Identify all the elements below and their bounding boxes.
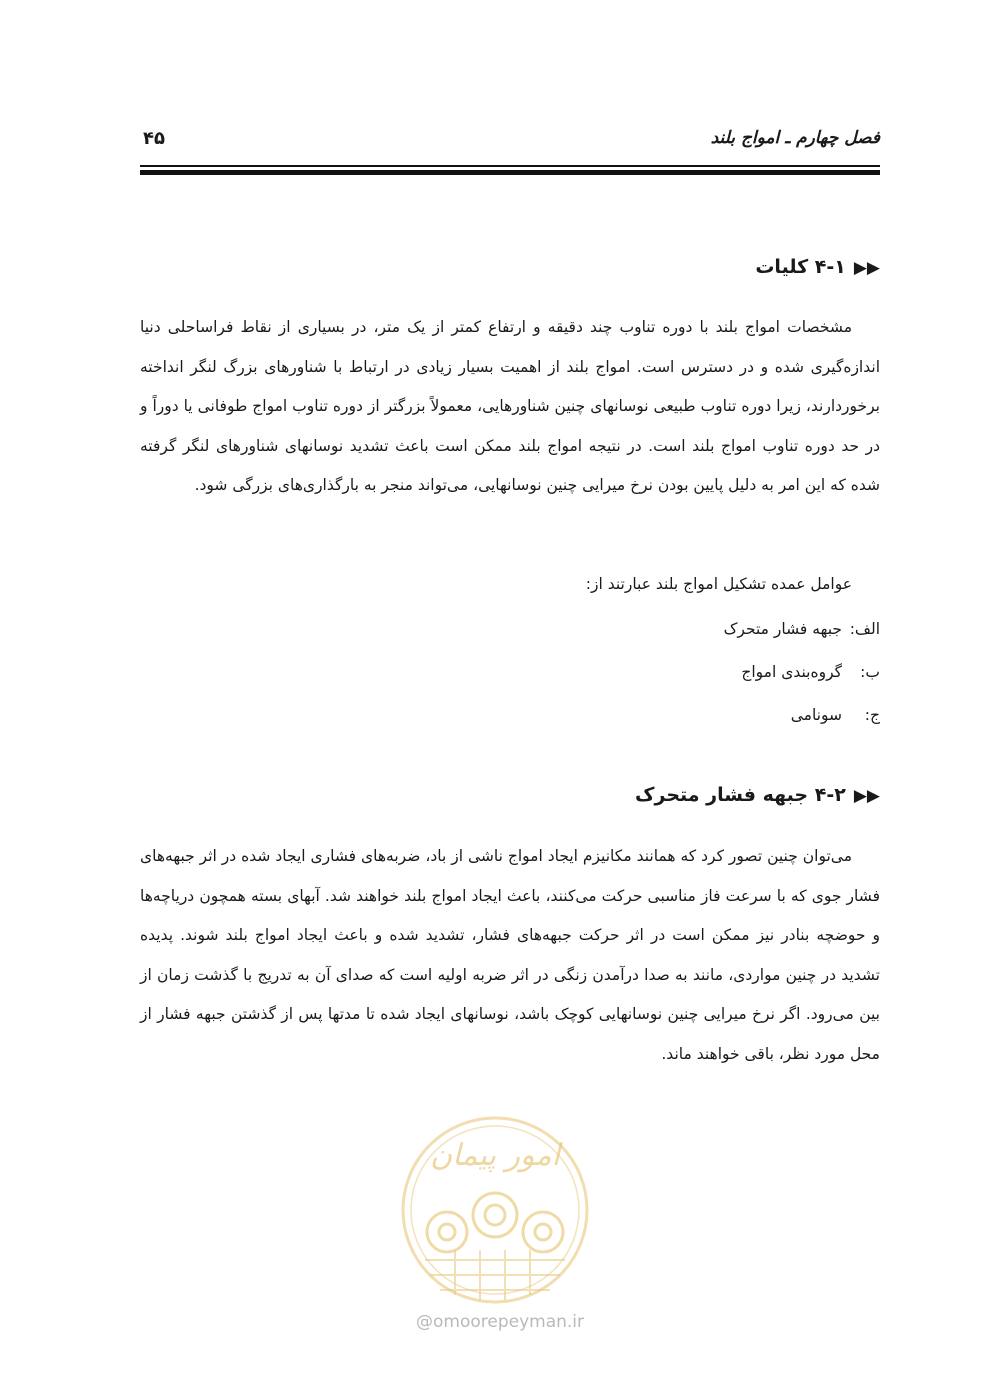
body-paragraph: می‌توان چنین تصور کرد که همانند مکانیزم ایجاد امواج ناشی از باد، ضربه‌های فشاری ایجاد شده در اثر جبهه‌های فشار جوی که با سرعت فاز مناسبی حرکت می‌کنند، باعث ایجاد امواج بلند خواهند شد. آبهای بسته همچون دریاچه‌ها و حوضچه بنادر نیز ممکن است در اثر حرکت جبهه‌های فشار، تشدید شده و باعث ایجاد امواج بلند شوند. پدیده تشدید در چنین مواردی، مانند به صدا درآمدن زنگی در اثر ضربه اولیه است که صدای آن به تدریج با گذشت زمان از بین می‌رود. اگر نرخ میرایی چنین نوسانهایی کوچک باشد، نوسانهای ایجاد شده تا مدتها پس از گذشتن جبهه فشار از محل مورد نظر، باقی خواهند ماند. — [140, 847, 880, 1063]
list-item-label: ج: — [864, 706, 880, 724]
header-rule-thin — [140, 165, 880, 167]
list-item — [741, 663, 880, 681]
list-item-text: جبهه فشار متحرک — [723, 620, 842, 638]
watermark-logo — [385, 1110, 605, 1330]
double-arrow-icon: ▶▶ — [853, 786, 880, 806]
watermark-site: @omoorepeyman.ir — [415, 1312, 585, 1332]
header-rule-thick — [140, 170, 880, 175]
factors-intro: عوامل عمده تشکیل امواج بلند عبارتند از: — [585, 575, 852, 593]
list-item-label: ب: — [860, 663, 880, 681]
double-arrow-icon: ▶▶ — [853, 258, 880, 278]
list-item — [724, 620, 880, 638]
chapter-title: فصل چهارم ـ امواج بلند — [710, 128, 880, 148]
section-heading-pressure-front — [635, 784, 880, 806]
section-title: ۴-۱ کلیات — [755, 256, 846, 278]
body-paragraph: مشخصات امواج بلند با دوره تناوب چند دقیقه و ارتفاع کمتر از یک متر، در بسیاری از نقاط فراساحلی دنیا اندازه‌گیری شده و در دسترس است. امواج بلند از اهمیت بسیار زیادی در ارتباط با شناورهای بزرگ لنگر انداخته برخوردارند، زیرا دوره تناوب طبیعی نوسانهای چنین شناورهایی، معمولاً بزرگتر از دوره تناوب امواج طوفانی یا دوراً و در حد دوره تناوب امواج بلند است. در نتیجه امواج بلند ممکن است باعث تشدید نوسانهای شناورهای لنگر گرفته شده که این امر به دلیل پایین بودن نرخ میرایی چنین نوسانهایی، می‌تواند منجر به بارگذاری‌های بزرگی شود. — [140, 318, 880, 494]
watermark-logo-text: امور پیمان — [430, 1138, 560, 1173]
section-heading-general — [755, 256, 880, 278]
section-title: ۴-۲ جبهه فشار متحرک — [635, 784, 846, 806]
list-item-text: سونامی — [790, 706, 842, 724]
list-item-text: گروه‌بندی امواج — [741, 663, 842, 681]
list-item-label: الف: — [849, 620, 880, 638]
page-number: ۴۵ — [143, 128, 165, 149]
list-item — [791, 706, 880, 724]
